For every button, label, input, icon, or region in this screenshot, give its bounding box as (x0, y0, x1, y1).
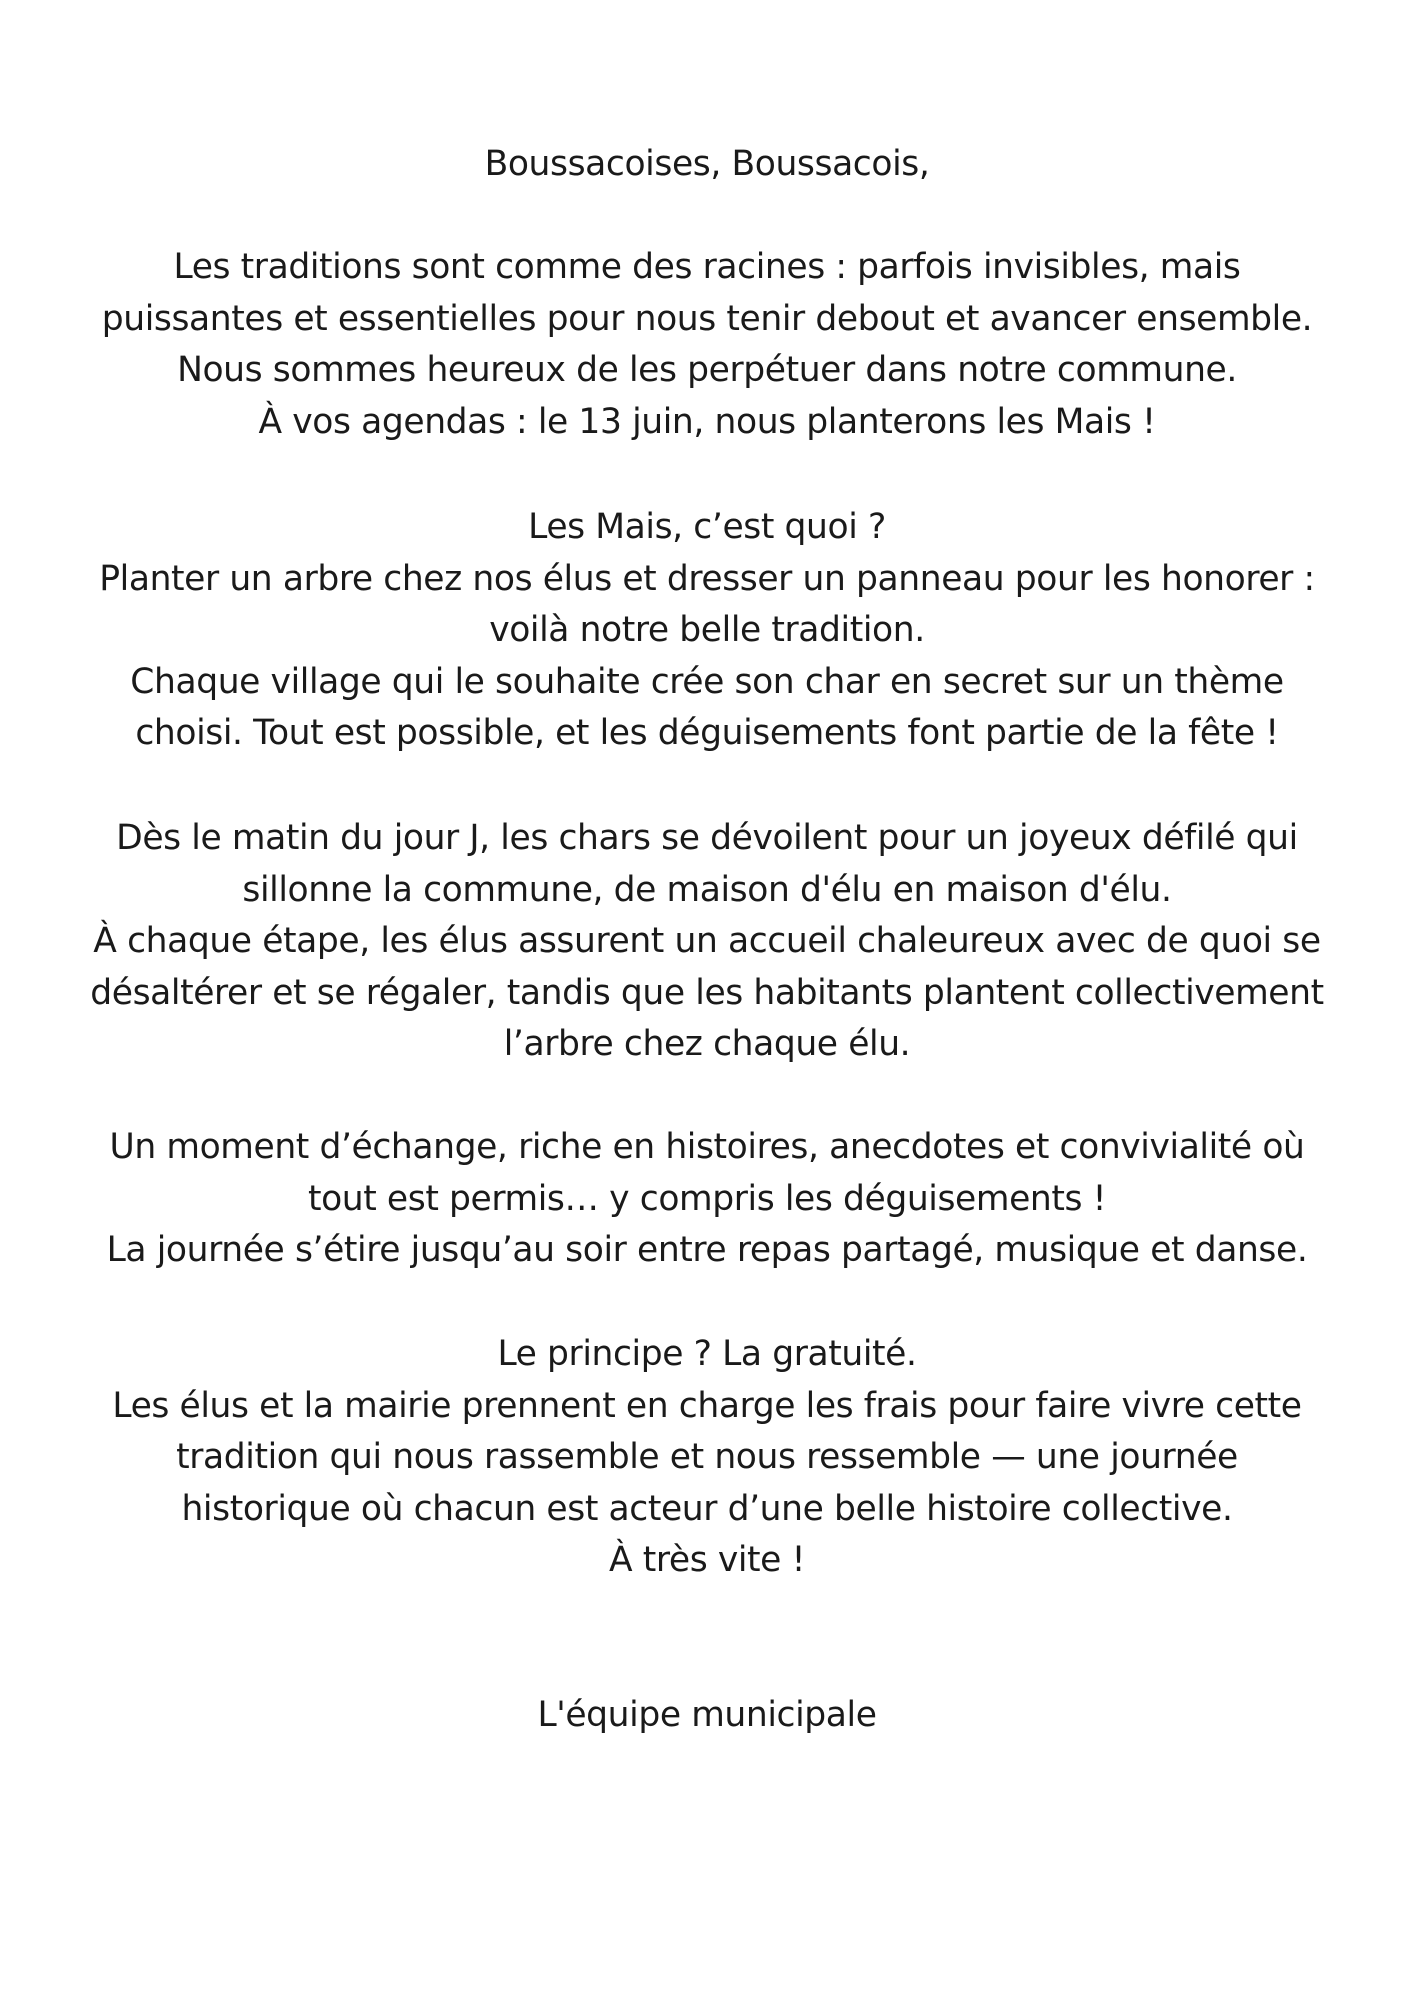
paragraph-jour-j (40, 813, 1374, 1071)
text-line: l’arbre chez chaque élu. (503, 1024, 911, 1064)
text-line: historique où chacun est acteur d’une belle histoire collective. (181, 1488, 1233, 1529)
text-line: Planter un arbre chez nos élus et dresser un panneau pour les honorer : (99, 558, 1315, 599)
signature (40, 1690, 1374, 1742)
text-line: Chaque village qui le souhaite crée son char en secret sur un thème (130, 661, 1284, 702)
greeting (40, 139, 1374, 191)
text-line: Les traditions sont comme des racines : parfois invisibles, mais (173, 247, 1241, 287)
text-line: Nous sommes heureux de les perpétuer dans notre commune. (177, 350, 1237, 390)
text-line: À chaque étape, les élus assurent un accueil chaleureux avec de quoi se (93, 921, 1321, 961)
text-line: Le principe ? La gratuité. (497, 1334, 917, 1374)
paragraph-traditions (40, 242, 1374, 448)
text-line: À vos agendas : le 13 juin, nous planterons les Mais ! (258, 401, 1156, 442)
signature-line: L'équipe municipale (537, 1695, 877, 1735)
text-line: Les élus et la mairie prennent en charge les frais pour faire vivre cette (112, 1385, 1302, 1426)
paragraph-moment-echange (40, 1122, 1374, 1277)
text-line: tradition qui nous rassemble et nous ressemble — une journée (176, 1437, 1238, 1477)
text-line: Les Mais, c’est quoi ? (528, 507, 886, 547)
text-line: voilà notre belle tradition. (489, 610, 925, 650)
text-line: sillonne la commune, de maison d'élu en maison d'élu. (242, 869, 1172, 910)
text-line: À très vite ! (608, 1540, 806, 1580)
text-line: La journée s’étire jusqu’au soir entre repas partagé, musique et danse. (106, 1230, 1308, 1270)
text-line: Dès le matin du jour J, les chars se dévoilent pour un joyeux défilé qui (116, 818, 1298, 858)
text-line: désaltérer et se régaler, tandis que les habitants plantent collectivement (90, 972, 1324, 1013)
text-line: tout est permis… y compris les déguisements ! (307, 1178, 1107, 1219)
text-line: Un moment d’échange, riche en histoires, anecdotes et convivialité où (109, 1127, 1305, 1167)
text-line: choisi. Tout est possible, et les déguisements font partie de la fête ! (135, 713, 1279, 753)
paragraph-principe (40, 1329, 1374, 1587)
greeting-line: Boussacoises, Boussacois, (484, 144, 930, 184)
text-line: puissantes et essentielles pour nous tenir debout et avancer ensemble. (101, 298, 1313, 339)
paragraph-les-mais (40, 502, 1374, 760)
